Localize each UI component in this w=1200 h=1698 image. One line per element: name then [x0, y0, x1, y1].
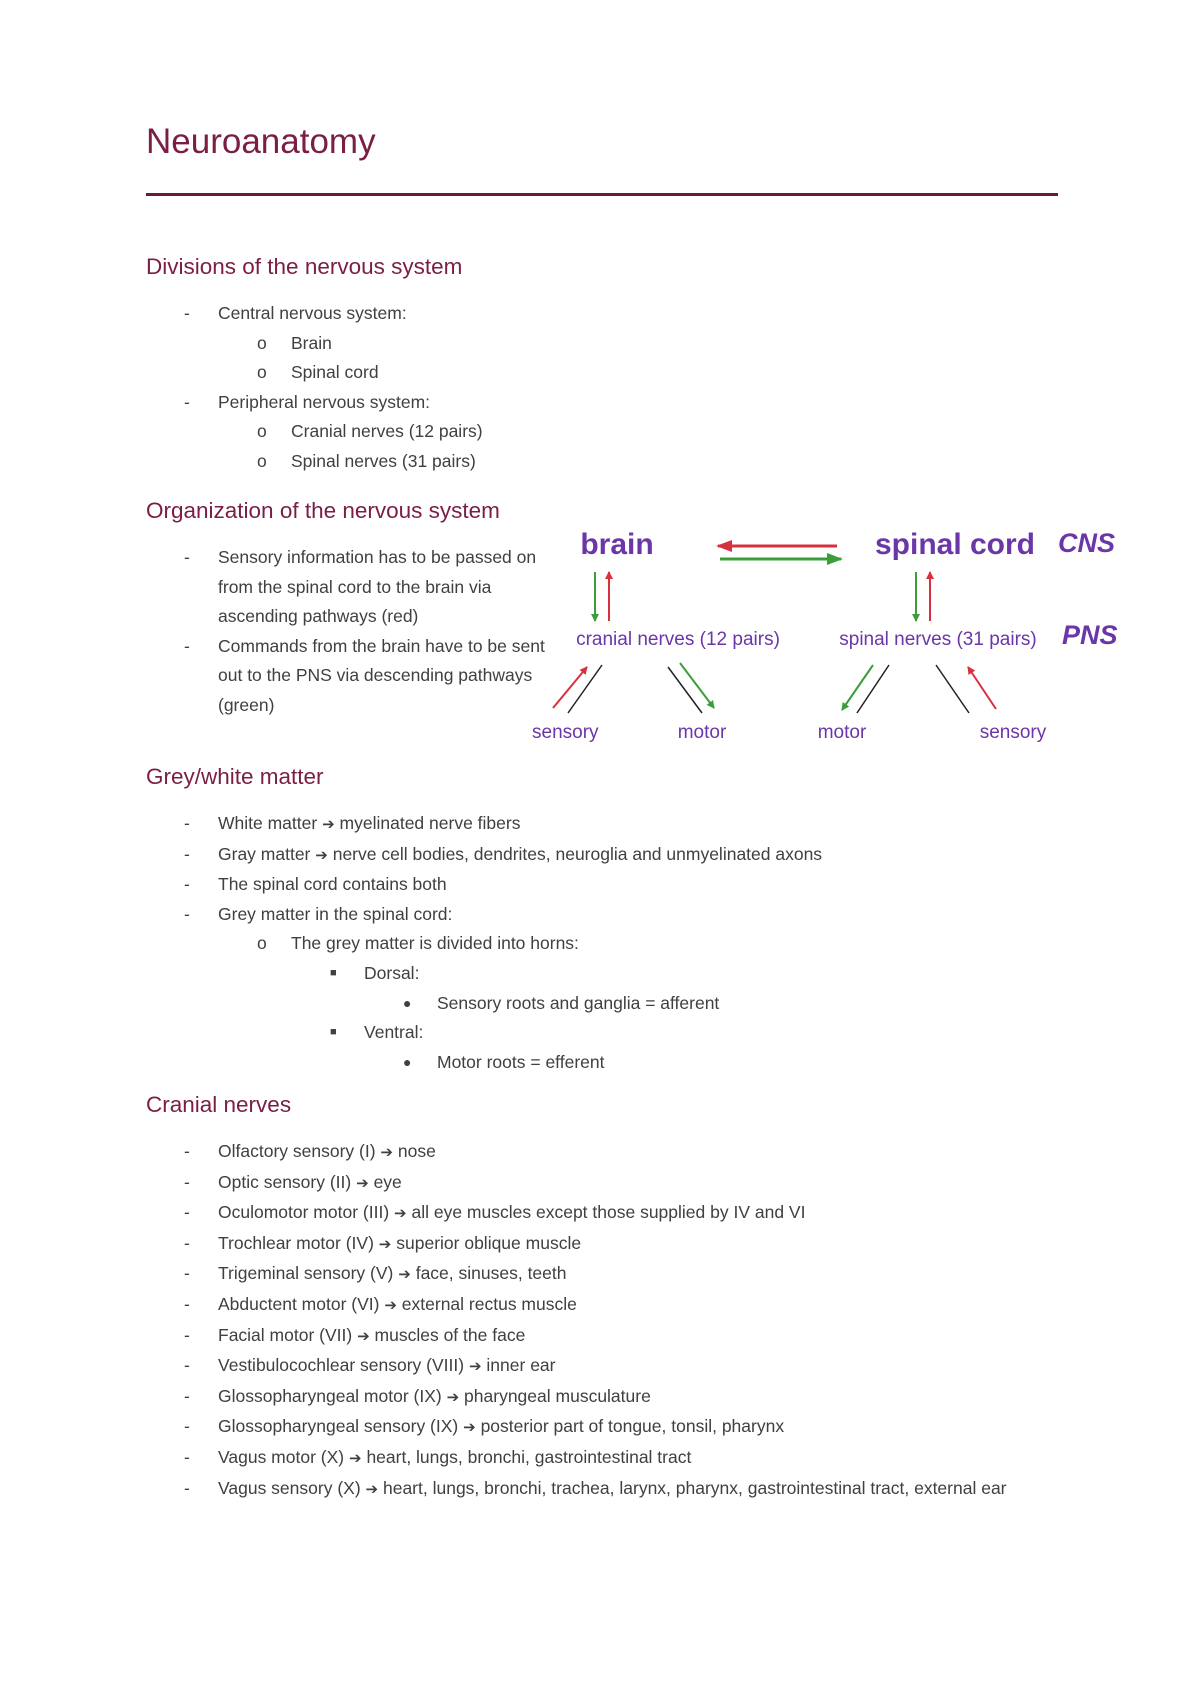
- organization-list: [146, 543, 546, 721]
- dash-bullet: -: [184, 903, 190, 924]
- right-arrow-icon: ➔: [315, 845, 328, 864]
- label-motor: motor: [817, 722, 867, 743]
- list-item: - Oculomotor motor (III) ➔ all eye muscles except those supplied by IV and VI: [146, 1198, 1046, 1229]
- list-item: - Abductent motor (VI) ➔ external rectus muscle: [146, 1290, 1046, 1321]
- cranial-nerves-list: [146, 1137, 1046, 1504]
- list-item: ● Sensory roots and ganglia = afferent: [146, 989, 822, 1019]
- right-arrow-icon: ➔: [446, 1387, 460, 1406]
- circle-bullet: o: [257, 933, 267, 954]
- label-brain: brain: [580, 528, 654, 561]
- list-item: - Facial motor (VII) ➔ muscles of the face: [146, 1321, 1046, 1352]
- dash-bullet: -: [184, 1232, 190, 1253]
- list-item: o Spinal cord: [146, 358, 483, 388]
- list-item: o Spinal nerves (31 pairs): [146, 447, 483, 477]
- list-item: o Brain: [146, 329, 483, 359]
- dash-bullet: -: [184, 1141, 190, 1161]
- page-title: Neuroanatomy: [146, 122, 376, 161]
- list-item: - Vestibulocochlear sensory (VIII) ➔ inner ear: [146, 1351, 1046, 1382]
- heading-cranial-nerves: Cranial nerves: [146, 1092, 292, 1117]
- title-underline: [146, 193, 1058, 196]
- label-motor: motor: [677, 722, 727, 743]
- list-item: - White matter ➔ myelinated nerve fibers: [146, 809, 822, 840]
- dash-bullet: -: [184, 843, 190, 864]
- list-item: - Grey matter in the spinal cord:: [146, 900, 822, 930]
- dash-bullet: -: [184, 1293, 190, 1314]
- right-arrow-icon: ➔: [356, 1173, 369, 1192]
- list-item: - Commands from the brain have to be sent out to the PNS via descending pathways (green): [146, 632, 546, 721]
- list-item: - Trigeminal sensory (V) ➔ face, sinuses, teeth: [146, 1259, 1046, 1290]
- right-arrow-icon: ➔: [384, 1295, 397, 1314]
- label-sensory: sensory: [532, 722, 599, 743]
- list-item: - Peripheral nervous system:: [146, 388, 483, 418]
- list-item: ● Motor roots = efferent: [146, 1048, 822, 1078]
- circle-bullet: o: [257, 421, 267, 442]
- list-item: - Vagus motor (X) ➔ heart, lungs, bronchi, gastrointestinal tract: [146, 1443, 1046, 1474]
- right-arrow-icon: ➔: [463, 1418, 476, 1437]
- list-item: - Optic sensory (II) ➔ eye: [146, 1168, 1046, 1199]
- square-bullet: ■: [330, 966, 337, 979]
- dash-bullet: -: [184, 303, 190, 323]
- dash-bullet: -: [184, 1202, 190, 1223]
- list-item: - Olfactory sensory (I) ➔ nose: [146, 1137, 1046, 1168]
- dash-bullet: -: [184, 1446, 190, 1467]
- heading-organization: Organization of the nervous system: [146, 498, 500, 523]
- nerve-line: [936, 665, 969, 713]
- label-spinal-nerves: spinal nerves (31 pairs): [839, 629, 1037, 650]
- list-item: o The grey matter is divided into horns:: [146, 929, 822, 959]
- descending-arrow: [842, 665, 873, 710]
- heading-divisions: Divisions of the nervous system: [146, 254, 463, 279]
- dash-bullet: -: [184, 1263, 190, 1284]
- nerve-line: [668, 667, 702, 713]
- right-arrow-icon: ➔: [357, 1326, 370, 1345]
- circle-bullet: o: [257, 450, 267, 471]
- ascending-arrow: [968, 667, 996, 709]
- nerve-line: [857, 665, 889, 713]
- dash-bullet: -: [184, 547, 190, 567]
- label-spinal-cord: spinal cord: [874, 528, 1036, 561]
- descending-arrow: [680, 663, 714, 708]
- circle-bullet: o: [257, 362, 267, 383]
- dash-bullet: -: [184, 1477, 190, 1498]
- right-arrow-icon: ➔: [378, 1234, 392, 1253]
- dot-bullet: ●: [403, 1053, 412, 1070]
- right-arrow-icon: ➔: [398, 1265, 411, 1284]
- list-item: - Sensory information has to be passed on from the spinal cord to the brain via ascending pathways (red): [146, 543, 546, 632]
- list-item: ■ Ventral:: [146, 1018, 822, 1048]
- right-arrow-icon: ➔: [394, 1204, 407, 1223]
- list-item: - Glossopharyngeal motor (IX) ➔ pharyngeal musculature: [146, 1382, 1046, 1413]
- list-item: - Vagus sensory (X) ➔ heart, lungs, bronchi, trachea, larynx, pharynx, gastrointestinal tract, external ear: [146, 1474, 1046, 1505]
- list-item: - Central nervous system:: [146, 299, 483, 329]
- dash-bullet: -: [184, 1324, 190, 1345]
- dash-bullet: -: [184, 874, 190, 895]
- label-cranial-nerves: cranial nerves (12 pairs): [576, 629, 780, 650]
- dash-bullet: -: [184, 813, 190, 833]
- circle-bullet: o: [257, 332, 267, 353]
- dash-bullet: -: [184, 635, 190, 656]
- right-arrow-icon: ➔: [380, 1143, 393, 1161]
- right-arrow-icon: ➔: [348, 1448, 362, 1467]
- matter-list: [146, 809, 822, 1077]
- square-bullet: ■: [330, 1026, 337, 1039]
- dash-bullet: -: [184, 391, 190, 412]
- right-arrow-icon: ➔: [468, 1357, 482, 1376]
- ascending-arrow: [553, 667, 587, 708]
- dot-bullet: ●: [403, 994, 412, 1011]
- dash-bullet: -: [184, 1171, 190, 1192]
- label-cns: CNS: [1058, 528, 1116, 558]
- label-pns: PNS: [1062, 620, 1118, 650]
- list-item: - Trochlear motor (IV) ➔ superior oblique muscle: [146, 1229, 1046, 1260]
- list-item: - Gray matter ➔ nerve cell bodies, dendrites, neuroglia and unmyelinated axons: [146, 840, 822, 871]
- dash-bullet: -: [184, 1416, 190, 1437]
- right-arrow-icon: ➔: [365, 1479, 379, 1498]
- dash-bullet: -: [184, 1385, 190, 1406]
- list-item: - The spinal cord contains both: [146, 870, 822, 900]
- list-item: o Cranial nerves (12 pairs): [146, 417, 483, 447]
- list-item: - Glossopharyngeal sensory (IX) ➔ posterior part of tongue, tonsil, pharynx: [146, 1412, 1046, 1443]
- dash-bullet: -: [184, 1355, 190, 1376]
- heading-grey-white-matter: Grey/white matter: [146, 764, 324, 789]
- nervous-system-diagram: [530, 520, 1130, 750]
- nerve-line: [568, 665, 602, 713]
- list-item: ■ Dorsal:: [146, 959, 822, 989]
- label-sensory: sensory: [979, 722, 1047, 743]
- divisions-list: [146, 299, 483, 477]
- right-arrow-icon: ➔: [322, 815, 335, 833]
